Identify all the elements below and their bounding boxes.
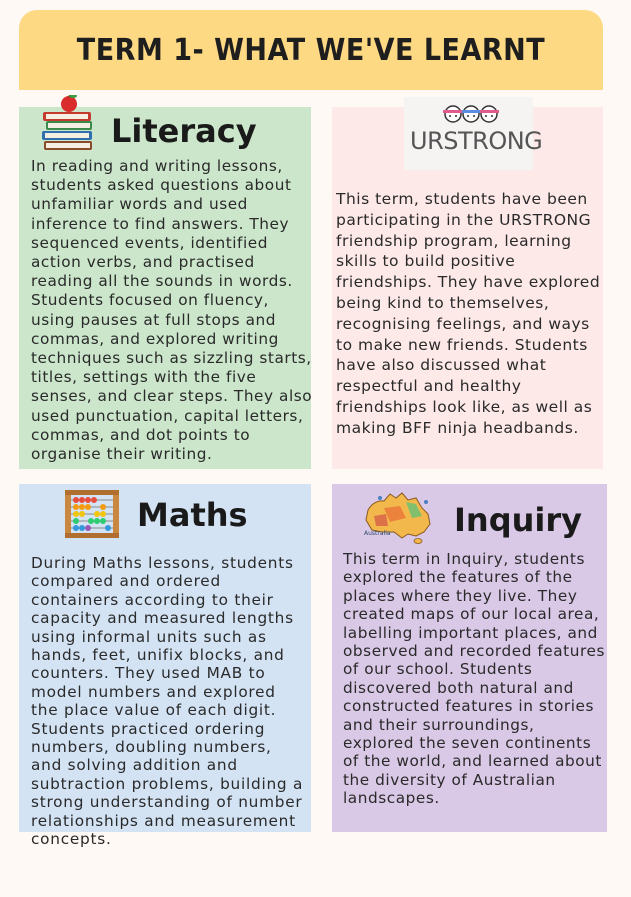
inquiry-card — [332, 484, 607, 832]
page-title: TERM 1- WHAT WE'VE LEARNT — [76, 32, 546, 68]
urstrong-logo — [404, 97, 543, 170]
abacus-icon — [63, 488, 121, 540]
maths-text: During Maths lessons, students compared and ordered containers according to their capacity and measured lengths using informal units such as hands, feet, unifix blocks, and counters. They used MAB to model numbers and explored the place value of each digit. Students practiced ordering numbers, doubling numbers, and solving addition and subtraction problems, building a strong understanding of number relationships and measurement concepts. — [31, 554, 304, 849]
urstrong-card — [332, 107, 603, 469]
maths-card — [19, 484, 311, 849]
friends-faces-icon — [442, 103, 500, 125]
urstrong-logo-text: URSTRONG — [410, 127, 543, 155]
apple-on-books-icon — [39, 95, 99, 157]
page-header — [19, 10, 603, 90]
australia-map-label: Australia — [364, 530, 391, 537]
inquiry-text: This term in Inquiry, students explored the features of the places where they live. They created maps of our local area, labelling important places, and observed and recorded features of our school. Students discovered both natural and constructed features in stories and their surroundings, explored the seven continents of the world, and learned about the diversity of Australian landscapes. — [343, 550, 605, 808]
literacy-title: Literacy — [111, 112, 257, 150]
maths-title: Maths — [137, 496, 248, 534]
inquiry-title: Inquiry — [454, 501, 582, 539]
literacy-text: In reading and writing lessons, students asked questions about unfamiliar words and used inference to find answers. They sequenced events, identified action verbs, and practised reading all the sounds in words. Students focused on fluency, using pauses at full stops and commas, and explored writing techniques such as sizzling starts, titles, settings with the five senses, and clear steps. They also used punctuation, capital letters, commas, and dot points to organise their writing. — [31, 157, 313, 464]
urstrong-text: This term, students have been participating in the URSTRONG friendship program, learning skills to build positive friendships. They have explored being kind to themselves, recognising feelings, and ways to make new friends. Students have also discussed what respectful and healthy friendships look like, as well as making BFF ninja headbands. — [336, 190, 601, 437]
literacy-card — [19, 107, 311, 469]
